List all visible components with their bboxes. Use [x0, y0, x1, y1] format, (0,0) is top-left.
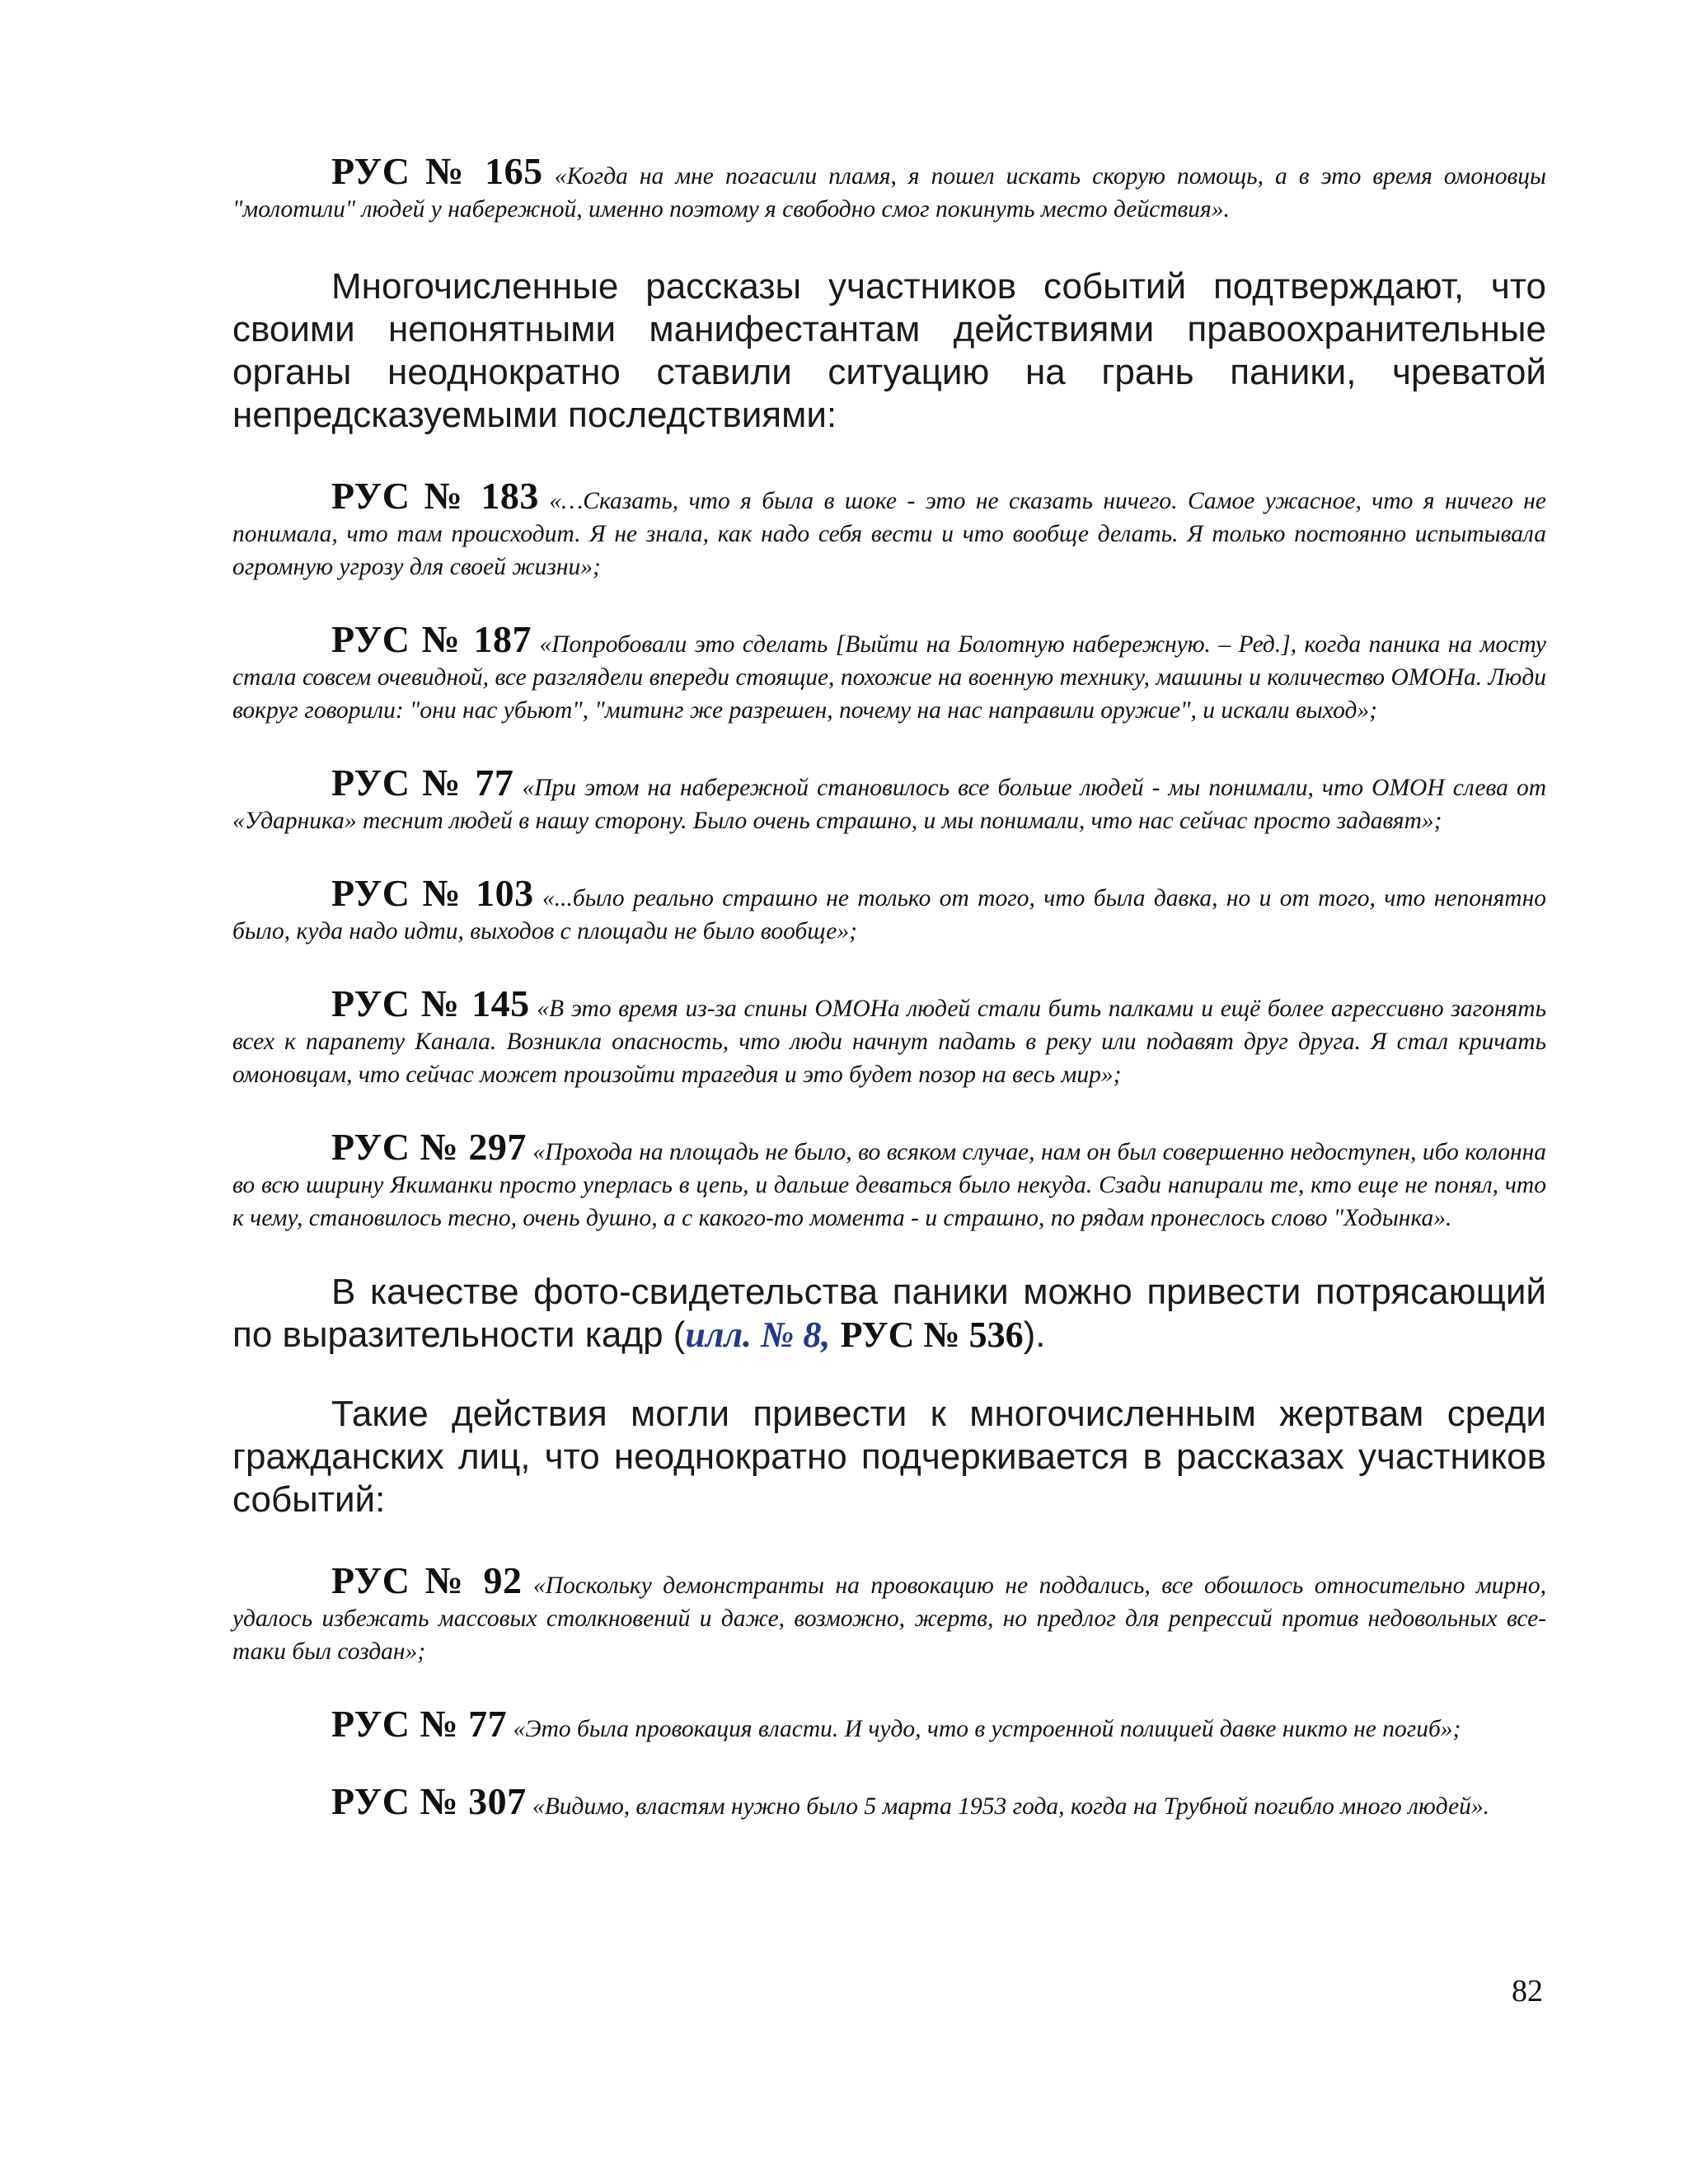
quote-text: «В это время из-за спины ОМОНа людей стали бить палками и ещё более агрессивно загонять всех к парапету Канала. Возникла опасность, что люди начнут падать в реку или подавят друг друга. Я стал кричать омоновцам, что сейчас может произойти трагедия и это будет позор на весь мир»; [232, 996, 1546, 1088]
quote-block [232, 150, 1546, 226]
body-text: ). [1023, 1315, 1046, 1355]
quote-reference: РУС № 103 [331, 872, 534, 914]
quote-text: «Это была провокация власти. И чудо, что в устроенной полицией давке никто не погиб»; [513, 1716, 1461, 1742]
quote-block [232, 872, 1547, 948]
body-text: В качестве фото-свидетельства паники можно привести потрясающий по выразительности кадр ( [232, 1272, 1546, 1355]
rus-reference: РУС № 536 [840, 1315, 1024, 1355]
quote-reference: РУС № 92 [331, 1559, 523, 1601]
quote-text: «…Сказать, что я была в шоке - это не сказать ничего. Самое ужасное, что я ничего не понимала, что там происходит. Я не знала, как надо себя вести и что вообще делать. Я только постоянно испытывала огромную угрозу для своей жизни»; [232, 488, 1546, 580]
quote-text: «При этом на набережной становилось все больше людей - мы понимали, что ОМОН слева от «Ударника» теснит людей в нашу сторону. Было очень страшно, и мы понимали, что нас сейчас просто задавят»; [232, 775, 1547, 834]
illustration-link[interactable]: илл. № 8, [685, 1315, 831, 1355]
quote-text: «Видимо, властям нужно было 5 марта 1953 года, когда на Трубной погибло много людей». [532, 1793, 1490, 1820]
quote-block [232, 1126, 1547, 1235]
quote-block [232, 982, 1546, 1091]
quote-text: «Прохода на площадь не было, во всяком случае, нам он был совершенно недоступен, ибо колонна во всю ширину Якиманки просто уперлась в цепь, и дальше деваться было некуда. Сзади напирали те, кто еще не понял, что к чему, становилось тесно, очень душно, а с какого-то момента - и страшно, по рядам пронеслось слово "Ходынка». [232, 1139, 1547, 1231]
document-page [232, 150, 1547, 1823]
quote-reference: РУС № 307 [331, 1780, 527, 1822]
quote-reference: РУС № 77 [331, 1703, 508, 1745]
quote-block [232, 1559, 1546, 1668]
quote-text: «Когда на мне погасили пламя, я пошел искать скорую помощь, а в это время омоновцы "молотили" людей у набережной, именно поэтому я свободно смог покинуть место действия». [232, 163, 1546, 223]
quote-block [232, 1703, 1546, 1746]
quote-reference: РУС № 183 [331, 475, 539, 517]
page-number: 82 [1512, 1974, 1543, 2008]
body-text-space [830, 1315, 840, 1355]
body-paragraph: Многочисленные рассказы участников событий подтверждают, что своими непонятными манифестантам действиями правоохранительные органы неоднократно ставили ситуацию на грань паники, чреватой непредсказуемыми последствиями: [232, 266, 1546, 435]
quote-text: «Попробовали это сделать [Выйти на Болотную набережную. – Ред.], когда паника на мосту стала совсем очевидной, все разглядели впереди стоящие, похожие на военную технику, машины и количество ОМОНа. Люди вокруг говорили: "они нас убьют", "митинг же разрешен, почему на нас направили оружие", и искали выход»; [232, 631, 1547, 724]
quote-block [232, 1780, 1546, 1823]
quote-reference: РУС № 187 [331, 618, 532, 660]
quote-reference: РУС № 297 [331, 1126, 527, 1168]
quote-text: «...было реально страшно не только от того, что была давка, но и от того, что непонятно было, куда надо идти, выходов с площади не было вообще»; [232, 885, 1547, 944]
quote-block [232, 618, 1547, 727]
body-paragraph: Такие действия могли привести к многочисленным жертвам среди гражданских лиц, что неоднократно подчеркивается в рассказах участников событий: [232, 1394, 1546, 1520]
quote-block [232, 762, 1547, 837]
quote-reference: РУС № 165 [331, 150, 543, 192]
quote-block [232, 475, 1546, 583]
quote-reference: РУС № 77 [331, 762, 514, 804]
quote-reference: РУС № 145 [331, 982, 530, 1024]
body-paragraph [232, 1271, 1546, 1357]
quote-text: «Поскольку демонстранты на провокацию не поддались, все обошлось относительно мирно, удалось избежать массовых столкновений и даже, возможно, жертв, но предлог для репрессий против недовольных все-таки был создан»; [232, 1572, 1546, 1665]
